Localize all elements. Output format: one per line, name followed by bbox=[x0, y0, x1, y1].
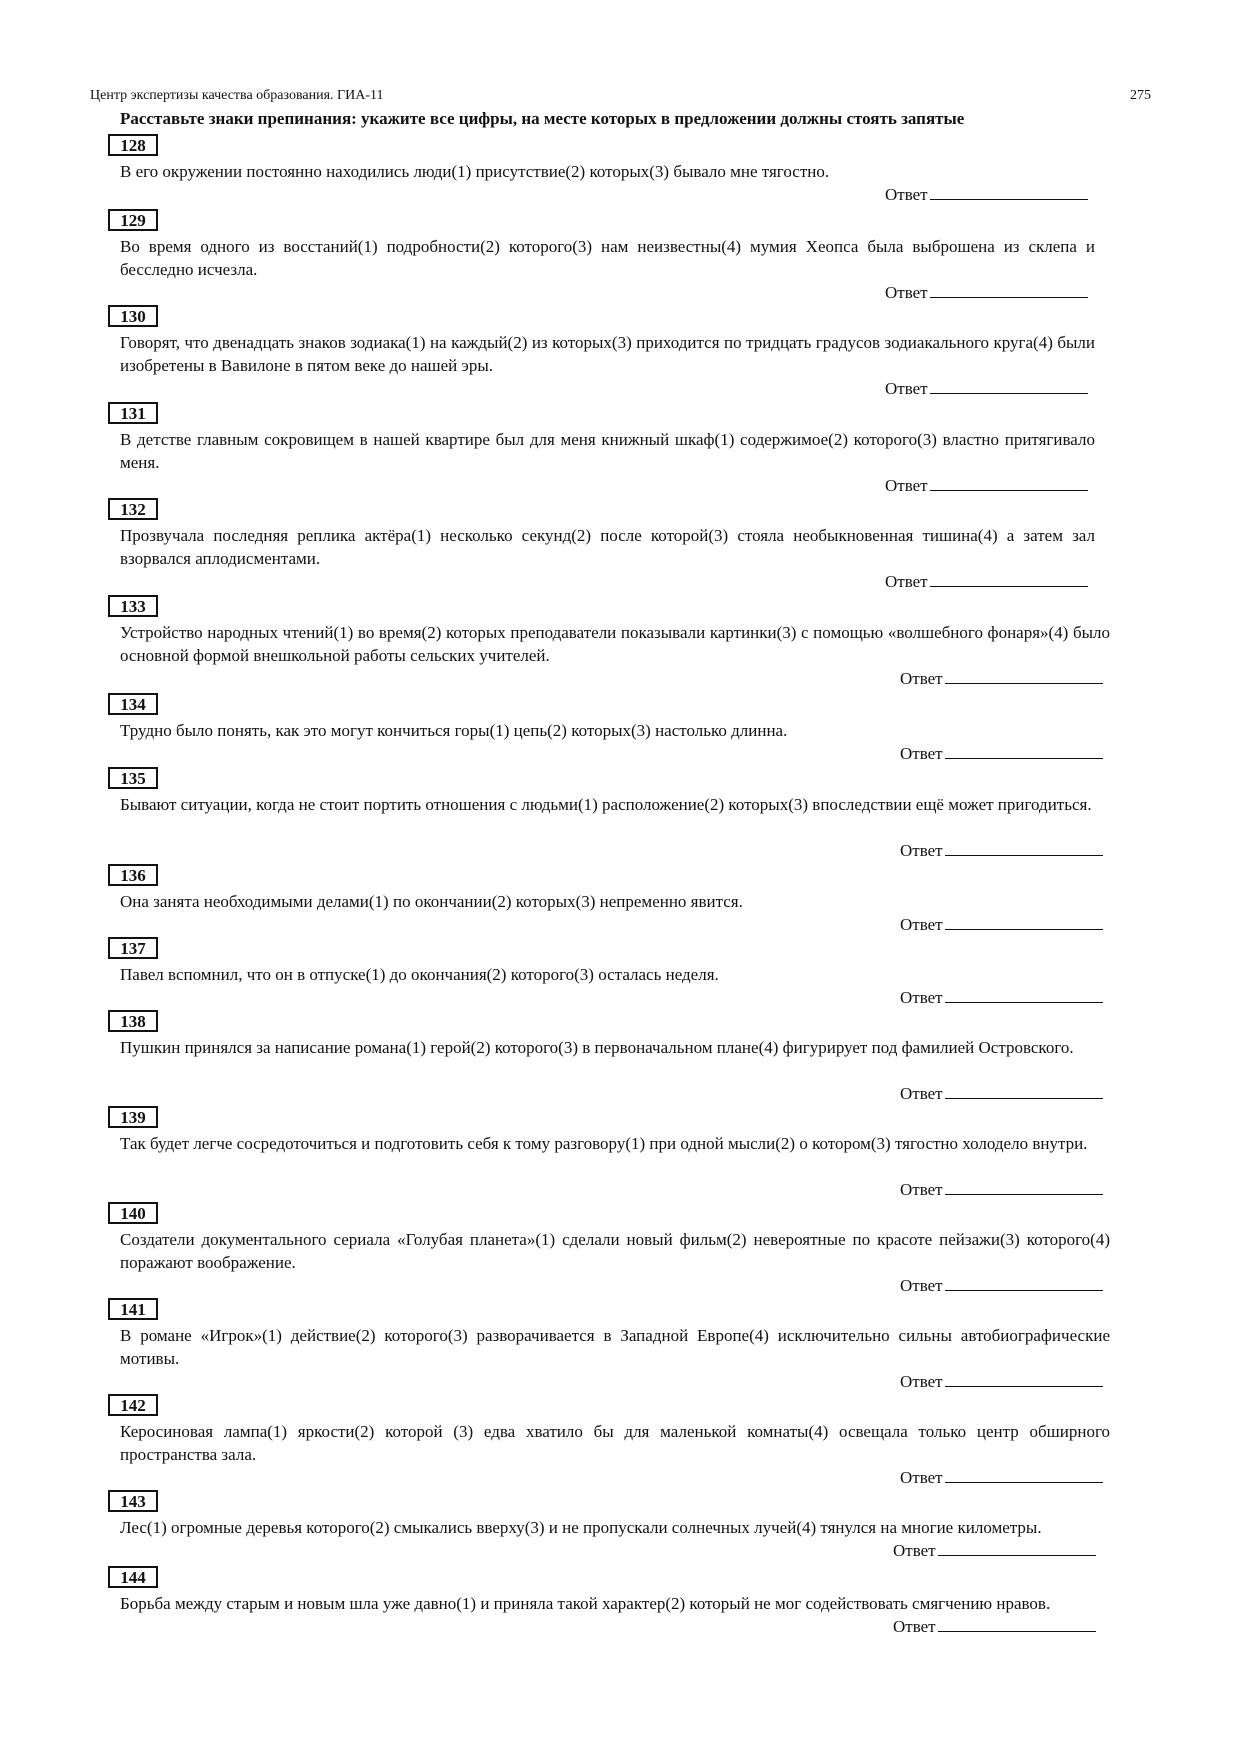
answer-label: Ответ bbox=[893, 1617, 936, 1636]
page-number: 275 bbox=[1130, 88, 1151, 103]
answer-field[interactable] bbox=[900, 1371, 1103, 1392]
answer-label: Ответ bbox=[885, 572, 928, 591]
answer-line[interactable] bbox=[930, 184, 1088, 200]
answer-line[interactable] bbox=[930, 571, 1088, 587]
answer-label: Ответ bbox=[900, 988, 943, 1007]
task-sentence: В романе «Игрок»(1) действие(2) которого(3) разворачивается в Западной Европе(4) исключительно сильны автобиографические мотивы. bbox=[120, 1326, 1110, 1368]
answer-line[interactable] bbox=[930, 282, 1088, 298]
task-sentence: В детстве главным сокровищем в нашей квартире был для меня книжный шкаф(1) содержимое(2) которого(3) властно притягивало меня. bbox=[120, 430, 1095, 472]
answer-line[interactable] bbox=[945, 840, 1103, 856]
answer-line[interactable] bbox=[930, 475, 1088, 491]
answer-line[interactable] bbox=[938, 1540, 1096, 1556]
answer-line[interactable] bbox=[945, 987, 1103, 1003]
answer-label: Ответ bbox=[885, 379, 928, 398]
task-sentence: В его окружении постоянно находились люди(1) присутствие(2) которых(3) бывало мне тягостно. bbox=[120, 162, 830, 181]
answer-label: Ответ bbox=[885, 185, 928, 204]
answer-line[interactable] bbox=[945, 914, 1103, 930]
answer-label: Ответ bbox=[893, 1541, 936, 1560]
answer-line[interactable] bbox=[945, 1179, 1103, 1195]
answer-field[interactable] bbox=[885, 475, 1088, 496]
task-number: 132 bbox=[108, 498, 158, 520]
task-sentence: Создатели документального сериала «Голубая планета»(1) сделали новый фильм(2) невероятные по красоте пейзажи(3) которого(4) поражают воображение. bbox=[120, 1230, 1110, 1272]
answer-field[interactable] bbox=[885, 282, 1088, 303]
task-sentence: Во время одного из восстаний(1) подробности(2) которого(3) нам неизвестны(4) мумия Хеопса была выброшена из склепа и бесследно исчезла. bbox=[120, 237, 1095, 279]
task-number: 139 bbox=[108, 1106, 158, 1128]
answer-field[interactable] bbox=[900, 987, 1103, 1008]
task-number: 138 bbox=[108, 1010, 158, 1032]
answer-field[interactable] bbox=[900, 1467, 1103, 1488]
answer-label: Ответ bbox=[900, 1276, 943, 1295]
answer-line[interactable] bbox=[938, 1616, 1096, 1632]
answer-line[interactable] bbox=[945, 1275, 1103, 1291]
instruction: Расставьте знаки препинания: укажите все цифры, на месте которых в предложении должны стоять запятые bbox=[120, 109, 965, 128]
task-number: 133 bbox=[108, 595, 158, 617]
task-sentence: Пушкин принялся за написание романа(1) герой(2) которого(3) в первоначальном плане(4) фигурирует под фамилией Островского. bbox=[120, 1038, 1074, 1057]
answer-field[interactable] bbox=[900, 668, 1103, 689]
task-number: 144 bbox=[108, 1566, 158, 1588]
answer-line[interactable] bbox=[945, 1083, 1103, 1099]
answer-label: Ответ bbox=[900, 1180, 943, 1199]
task-number: 143 bbox=[108, 1490, 158, 1512]
task-sentence: Говорят, что двенадцать знаков зодиака(1) на каждый(2) из которых(3) приходится по тридцать градусов зодиакального круга(4) были изобретены в Вавилоне в пятом веке до нашей эры. bbox=[120, 333, 1095, 375]
answer-field[interactable] bbox=[900, 1275, 1103, 1296]
task-number: 142 bbox=[108, 1394, 158, 1416]
answer-line[interactable] bbox=[945, 743, 1103, 759]
task-sentence: Прозвучала последняя реплика актёра(1) несколько секунд(2) после которой(3) стояла необыкновенная тишина(4) а затем зал взорвался аплодисментами. bbox=[120, 526, 1095, 568]
task-sentence: Трудно было понять, как это могут кончиться горы(1) цепь(2) которых(3) настолько длинна. bbox=[120, 721, 788, 740]
task-sentence: Устройство народных чтений(1) во время(2) которых преподаватели показывали картинки(3) с помощью «волшебного фонаря»(4) было основной формой внешкольной работы сельских учителей. bbox=[120, 623, 1110, 665]
answer-field[interactable] bbox=[893, 1616, 1096, 1637]
answer-line[interactable] bbox=[945, 1371, 1103, 1387]
answer-field[interactable] bbox=[900, 1083, 1103, 1104]
task-number: 135 bbox=[108, 767, 158, 789]
answer-field[interactable] bbox=[893, 1540, 1096, 1561]
header-source: Центр экспертизы качества образования. ГИА-11 bbox=[90, 88, 384, 103]
task-sentence: Она занята необходимыми делами(1) по окончании(2) которых(3) непременно явится. bbox=[120, 892, 743, 911]
answer-label: Ответ bbox=[900, 841, 943, 860]
answer-label: Ответ bbox=[900, 1468, 943, 1487]
task-sentence: Лес(1) огромные деревья которого(2) смыкались вверху(3) и не пропускали солнечных лучей(4) тянулся на многие километры. bbox=[120, 1518, 1042, 1537]
task-number: 141 bbox=[108, 1298, 158, 1320]
answer-label: Ответ bbox=[900, 669, 943, 688]
answer-line[interactable] bbox=[945, 668, 1103, 684]
task-sentence: Так будет легче сосредоточиться и подготовить себя к тому разговору(1) при одной мысли(2) о котором(3) тягостно холодело внутри. bbox=[120, 1134, 1088, 1153]
answer-label: Ответ bbox=[900, 1084, 943, 1103]
answer-field[interactable] bbox=[900, 1179, 1103, 1200]
answer-line[interactable] bbox=[945, 1467, 1103, 1483]
task-sentence: Бывают ситуации, когда не стоит портить отношения с людьми(1) расположение(2) которых(3) впоследствии ещё может пригодиться. bbox=[120, 795, 1092, 814]
task-number: 128 bbox=[108, 134, 158, 156]
task-number: 131 bbox=[108, 402, 158, 424]
answer-label: Ответ bbox=[885, 283, 928, 302]
answer-field[interactable] bbox=[885, 571, 1088, 592]
task-sentence: Борьба между старым и новым шла уже давно(1) и приняла такой характер(2) который не мог содействовать смягчению нравов. bbox=[120, 1594, 1051, 1613]
task-number: 134 bbox=[108, 693, 158, 715]
task-sentence: Керосиновая лампа(1) яркости(2) которой (3) едва хватило бы для маленькой комнаты(4) освещала только центр обширного пространства зала. bbox=[120, 1422, 1110, 1464]
task-sentence: Павел вспомнил, что он в отпуске(1) до окончания(2) которого(3) осталась неделя. bbox=[120, 965, 719, 984]
answer-label: Ответ bbox=[885, 476, 928, 495]
answer-field[interactable] bbox=[885, 378, 1088, 399]
answer-field[interactable] bbox=[900, 914, 1103, 935]
task-number: 137 bbox=[108, 937, 158, 959]
task-number: 130 bbox=[108, 305, 158, 327]
task-number: 136 bbox=[108, 864, 158, 886]
answer-field[interactable] bbox=[900, 743, 1103, 764]
answer-label: Ответ bbox=[900, 915, 943, 934]
answer-line[interactable] bbox=[930, 378, 1088, 394]
task-number: 140 bbox=[108, 1202, 158, 1224]
answer-label: Ответ bbox=[900, 1372, 943, 1391]
answer-field[interactable] bbox=[885, 184, 1088, 205]
task-number: 129 bbox=[108, 209, 158, 231]
answer-label: Ответ bbox=[900, 744, 943, 763]
answer-field[interactable] bbox=[900, 840, 1103, 861]
